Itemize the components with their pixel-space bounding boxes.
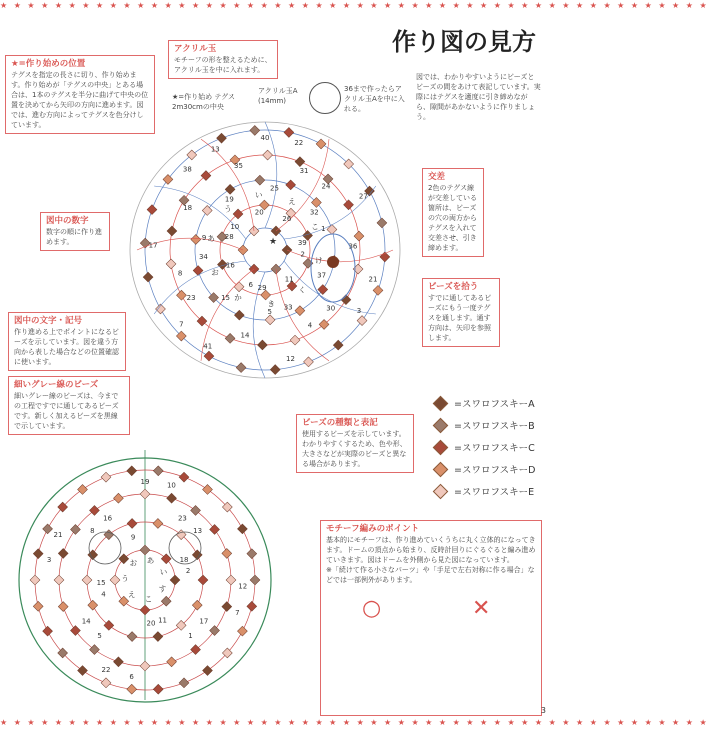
diagram-label: 31 (299, 167, 309, 176)
diagram-label: 27 (358, 192, 368, 201)
diagram-label: 21 (368, 275, 378, 284)
cross-box: 交差 2色のテグス線が交差している箇所は、ビーズの穴の両方からテグスを入れて交差させ、引き締めます。 (422, 168, 484, 257)
diagram-label: 13 (193, 526, 203, 535)
diagram-label: 38 (182, 165, 192, 174)
acrylic-ball-label: アクリル玉A (14mm) (258, 87, 298, 105)
diagram-label: 7 (179, 320, 184, 329)
diagram-label: 37 (317, 271, 327, 280)
diagram-label: 3 (46, 556, 52, 565)
bead (153, 519, 163, 529)
bead (30, 575, 40, 585)
bead (90, 645, 100, 655)
dome-outline (130, 122, 400, 378)
bead (78, 485, 88, 495)
diagram-label: あ (146, 555, 155, 565)
diagram-label: か (234, 292, 242, 302)
bead (234, 310, 244, 320)
bead (179, 472, 189, 482)
start-star: ★ (269, 237, 278, 247)
bead (166, 259, 176, 269)
bead (110, 575, 120, 585)
bead (153, 684, 163, 694)
diagram-label: 14 (240, 331, 250, 340)
diagram-label: 5 (267, 307, 272, 316)
diagram-label: あ (207, 234, 215, 244)
bead (33, 601, 43, 611)
bead (222, 602, 232, 612)
diagram-label: 29 (257, 283, 267, 292)
bead (237, 524, 247, 534)
bead (187, 150, 197, 160)
diagram-label: 1 (188, 631, 193, 640)
diagram-label: 34 (198, 253, 208, 262)
bead (33, 549, 43, 559)
bead (179, 678, 189, 688)
bead (377, 218, 387, 228)
bead-a-swatch (433, 395, 449, 411)
bead (286, 180, 296, 190)
bead (265, 315, 275, 325)
diagram-label: 41 (203, 342, 213, 351)
thread-ring (243, 228, 287, 272)
diagram-label: 40 (260, 134, 270, 142)
diagram-label: 2 (300, 250, 305, 259)
motif-point-box: モチーフ編みのポイント 基本的にモチーフは、作り進めていくうちに丸く立体的になってきます。ドームの頂点から始まり、反時計回りにぐるぐると編み進めていきます。図はドームを外側から見た図になっています。 ※「続けて作る小さなパーツ」や「手足で左右対称に作る場合」などでは一部例外があります。 (320, 520, 542, 716)
diagram-label: 9 (130, 533, 136, 542)
diagram-label: 19 (140, 478, 150, 486)
intro-note: 図では、わかりやすいようにビーズとビーズの間をあけて表記しています。実際にはテグスを適度に引き締めながら、隙間があかないように作りましょう。 (416, 73, 541, 121)
bead (255, 175, 265, 185)
bead (354, 231, 364, 241)
diagram-label: 12 (286, 355, 295, 364)
letters-box: 図中の文字・記号 作り進める上でポイントになるビーズを示しています。図を違う方向から表した場合などの位置確認に使います。 (8, 312, 126, 371)
bead (177, 290, 187, 300)
bead (203, 666, 213, 676)
top-star-border: ★ ★ ★ ★ ★ ★ ★ ★ ★ ★ ★ ★ ★ ★ ★ ★ ★ ★ ★ ★ ★ ★ ★ ★ ★ ★ ★ ★ ★ ★ ★ ★ ★ ★ ★ ★ ★ ★ ★ ★ ★ ★ ★ ★ ★ ★ ★ ★ ★ ★ ★ ★ (0, 1, 709, 10)
bead (163, 174, 173, 184)
bead (191, 505, 201, 515)
diagram-label: 25 (270, 184, 279, 193)
bead (202, 206, 212, 216)
bead (191, 235, 201, 245)
diagram-label: 22 (294, 139, 304, 148)
diagram-label: 16 (225, 261, 235, 270)
diagram-label: う (224, 204, 232, 214)
bead (58, 602, 68, 612)
diagram-label: 3 (356, 306, 362, 315)
legend-item: =スワロフスキーB (432, 414, 535, 436)
bead (119, 554, 129, 564)
start-position-box: ★=作り始めの位置 テグスを指定の長さに切り、作り始めます。作り始めが「テグスの中央」とある場合は、1本のテグスを半分に曲げて中央の位置を決めてから矢印の方向に進めます。図では、進む方向によってテグスを色分けしています。 (5, 55, 155, 134)
diagram-label: 8 (177, 269, 183, 278)
bead (101, 678, 111, 688)
legend-item: =スワロフスキーA (432, 392, 535, 414)
diagram-label: い (254, 190, 263, 200)
bead (161, 596, 171, 606)
page-number: 3 (540, 706, 546, 715)
diagram-label: 6 (129, 673, 134, 682)
bead (284, 127, 294, 137)
diagram-label: 18 (179, 555, 189, 564)
page-title: 作り図の見方 (392, 28, 536, 56)
bead (127, 519, 137, 529)
diagram-label: え (288, 197, 296, 207)
diagram-label: 15 (96, 579, 106, 588)
diagram-label: す (158, 584, 167, 594)
gray-line-box: 細いグレー線のビーズ 細いグレー線のビーズは、今までの工程ですでに通してあるビーズです。新しく加えるビーズを黒線で示しています。 (8, 376, 130, 435)
bead (318, 285, 328, 295)
bead (192, 600, 202, 610)
diagram-label: こ (144, 594, 153, 604)
bead (249, 226, 259, 236)
diagram-label: 9 (201, 234, 207, 243)
bead (234, 282, 244, 292)
bead (167, 226, 177, 236)
bead (140, 545, 150, 555)
ok-mark: ○ (362, 596, 382, 621)
bead (140, 489, 150, 499)
thread-line (201, 139, 254, 231)
bead (225, 333, 235, 343)
bead (236, 363, 246, 373)
diagram-label: う (121, 573, 129, 583)
diagram-label: 28 (224, 233, 234, 242)
bead (344, 200, 354, 210)
bead (270, 365, 280, 375)
bead (191, 645, 201, 655)
diagram-label: お (129, 558, 138, 568)
bead (113, 493, 123, 503)
diagram-label: 10 (230, 222, 240, 231)
bead (78, 666, 88, 676)
bead (167, 493, 177, 503)
bead (203, 485, 213, 495)
diagram-label: 10 (166, 481, 176, 490)
bead (210, 626, 220, 636)
diagram-label: く (298, 285, 306, 295)
diagram-label: 19 (224, 195, 234, 204)
thread-ring (170, 155, 360, 345)
bottom-star-border: ★ ★ ★ ★ ★ ★ ★ ★ ★ ★ ★ ★ ★ ★ ★ ★ ★ ★ ★ ★ ★ ★ ★ ★ ★ ★ ★ ★ ★ ★ ★ ★ ★ ★ ★ ★ ★ ★ ★ ★ ★ ★ ★ ★ ★ ★ ★ ★ ★ ★ ★ ★ (0, 718, 709, 727)
bead (222, 548, 232, 558)
diagram-label: 20 (146, 619, 156, 628)
diagram-label: 39 (297, 238, 307, 247)
diagram-label: け (315, 255, 323, 265)
acrylic-ball-icon (309, 82, 341, 114)
bead-e-swatch (433, 483, 449, 499)
bead (140, 605, 150, 615)
diagram-label: 32 (309, 208, 319, 217)
diagram-label: 11 (284, 275, 294, 284)
bead (233, 209, 243, 219)
diagram-label: お (211, 267, 219, 277)
bead-b-swatch (433, 417, 449, 433)
bead (225, 184, 235, 194)
bead (198, 575, 208, 585)
diagram-label: 23 (177, 514, 187, 523)
bead (201, 171, 211, 181)
bead (357, 316, 367, 326)
bead (263, 150, 273, 160)
bead (237, 626, 247, 636)
bead (127, 632, 137, 642)
diagram-label: 2 (185, 567, 191, 576)
bead (247, 601, 257, 611)
diagram-label: 7 (235, 608, 240, 617)
bead (113, 657, 123, 667)
diagram-label: 15 (221, 293, 231, 302)
bead (58, 548, 68, 558)
diagram-label: 14 (81, 617, 91, 626)
legend-item: =スワロフスキーD (432, 458, 535, 480)
diagram-label: 17 (148, 241, 158, 250)
diagram-label: 21 (53, 530, 63, 539)
diagram-label: 13 (210, 145, 220, 154)
bead (43, 524, 53, 534)
bead (170, 575, 180, 585)
diagram-label: 12 (238, 582, 248, 591)
diagram-label: 35 (233, 162, 243, 171)
bead (250, 575, 260, 585)
center-start-note: ★=作り始め テグス2m30cmの中央 (172, 93, 236, 111)
bead (70, 525, 80, 535)
diagram-label: 33 (283, 303, 293, 312)
bead (226, 575, 236, 585)
legend-item: =スワロフスキーE (432, 480, 535, 502)
bead (153, 632, 163, 642)
diagram-label: 16 (103, 514, 113, 523)
bead (295, 306, 305, 316)
bead (257, 340, 267, 350)
bead (88, 600, 98, 610)
bead (290, 335, 300, 345)
bead (70, 626, 80, 636)
diagram-label: え (127, 589, 136, 599)
bead (127, 466, 137, 476)
acrylic-ball-box: アクリル玉 モチーフの形を整えるために、アクリル玉を中に入れます。 (168, 40, 278, 79)
bead (204, 351, 214, 361)
bead (54, 575, 64, 585)
bead-c-swatch (433, 439, 449, 455)
numbers-box: 図中の数字 数字の順に作り進めます。 (40, 212, 110, 251)
bead (143, 272, 153, 282)
bead (82, 575, 92, 585)
diagram-label: 24 (321, 182, 331, 191)
bead (316, 139, 326, 149)
bead-legend (432, 392, 535, 502)
diagram-label: 6 (248, 281, 254, 290)
diagram-label: 1 (321, 225, 326, 234)
pick-bead-box: ビーズを拾う すでに通してあるビーズにもう一度テグスを通します。通す方向は、矢印を参照します。 (422, 278, 500, 347)
diagram-label: 17 (199, 617, 209, 626)
flower-motif (89, 532, 121, 564)
bead (319, 319, 329, 329)
bead (167, 657, 177, 667)
bead (161, 554, 171, 564)
bead (250, 125, 260, 135)
bead (210, 525, 220, 535)
diagram-label: 20 (254, 208, 264, 217)
bead (295, 157, 305, 167)
cross-bead (327, 256, 339, 268)
bead (217, 133, 227, 143)
diagram-label: 30 (326, 304, 336, 313)
bead-type-box: ビーズの種類と表記 使用するビーズを示しています。わかりやすくするため、色や形、大きさなどが実際のビーズと異なる場合があります。 (296, 414, 414, 473)
diagram-label: 22 (101, 665, 111, 674)
bead (43, 626, 53, 636)
bead (327, 225, 337, 235)
bead-d-swatch (433, 461, 449, 477)
ng-mark: ✕ (472, 596, 491, 621)
bead (127, 684, 137, 694)
diagram-label: 4 (101, 590, 106, 599)
thread-ring (220, 205, 310, 295)
bead (247, 549, 257, 559)
diagram-label: 26 (282, 214, 292, 223)
diagram-label: 11 (158, 616, 167, 625)
bead (333, 340, 343, 350)
diagram-label: 4 (307, 321, 313, 330)
bead (304, 357, 314, 367)
diagram-label: い (159, 567, 168, 577)
diagram-label: 23 (186, 293, 196, 302)
diagram-label: 36 (348, 242, 358, 251)
bead (140, 661, 150, 671)
bead (373, 285, 383, 295)
diagram-label: き (267, 299, 276, 309)
diagram-label: こ (311, 222, 319, 232)
bead (101, 472, 111, 482)
diagram-label: 5 (97, 631, 102, 640)
bead (153, 466, 163, 476)
bead (193, 266, 203, 276)
bead (90, 505, 100, 515)
legend-item: =スワロフスキーC (432, 436, 535, 458)
diagram-label: 8 (90, 526, 95, 535)
diagram-label: 18 (183, 203, 193, 212)
acrylic-insert-note: 36まで作ったらアクリル玉Aを中に入れる。 (344, 85, 405, 113)
bead (147, 205, 157, 215)
